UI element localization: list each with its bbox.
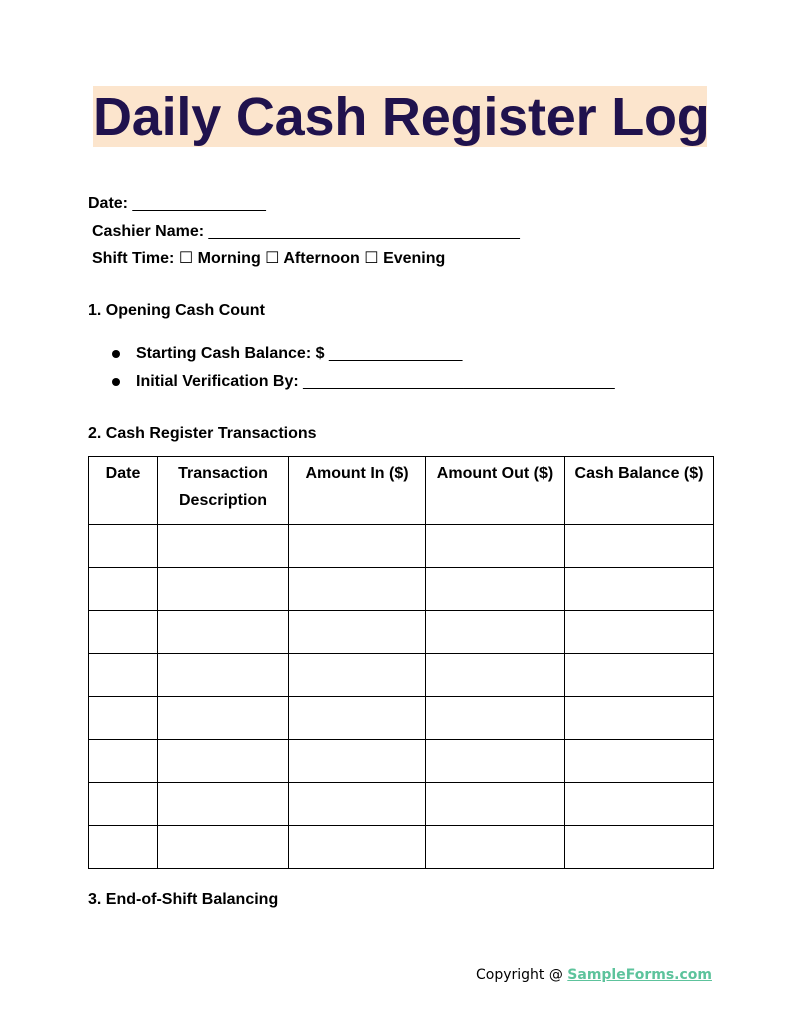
table-cell[interactable]: [565, 826, 714, 869]
table-cell[interactable]: [289, 654, 426, 697]
shift-option-afternoon: Afternoon: [283, 250, 360, 267]
date-blank[interactable]: _______________: [132, 195, 266, 212]
checkbox-afternoon-icon[interactable]: ☐: [265, 250, 280, 267]
starting-cash-balance-label: Starting Cash Balance: $: [136, 345, 325, 362]
table-row: [89, 740, 714, 783]
table-cell[interactable]: [89, 826, 158, 869]
table-row: [89, 568, 714, 611]
table-cell[interactable]: [89, 611, 158, 654]
table-cell[interactable]: [565, 568, 714, 611]
checkbox-evening-icon[interactable]: ☐: [364, 250, 379, 267]
footer-copyright: [476, 967, 712, 983]
table-cell[interactable]: [289, 697, 426, 740]
bullet-icon: [112, 350, 120, 358]
date-field: [88, 194, 266, 214]
column-header-amount-in: Amount In ($): [289, 457, 426, 525]
starting-cash-balance-field: [136, 344, 462, 364]
table-cell[interactable]: [565, 611, 714, 654]
initial-verification-label: Initial Verification By:: [136, 373, 299, 390]
shift-option-evening: Evening: [383, 250, 446, 267]
initial-verification-field: [136, 372, 615, 392]
copyright-text: Copyright @: [475, 967, 563, 983]
table-cell[interactable]: [158, 611, 289, 654]
table-cell[interactable]: [89, 740, 158, 783]
table-cell[interactable]: [565, 654, 714, 697]
table-cell[interactable]: [158, 697, 289, 740]
table-cell[interactable]: [158, 654, 289, 697]
table-row: [89, 783, 714, 826]
table-cell[interactable]: [89, 783, 158, 826]
column-header-cash-balance: Cash Balance ($): [565, 457, 714, 525]
table-cell[interactable]: [426, 826, 565, 869]
table-cell[interactable]: [158, 783, 289, 826]
table-cell[interactable]: [89, 697, 158, 740]
sampleforms-link[interactable]: SampleForms.com: [567, 967, 712, 983]
table-cell[interactable]: [289, 783, 426, 826]
table-cell[interactable]: [426, 525, 565, 568]
table-cell[interactable]: [426, 783, 565, 826]
table-cell[interactable]: [158, 740, 289, 783]
column-header-amount-out: Amount Out ($): [426, 457, 565, 525]
table-row: [89, 611, 714, 654]
table-cell[interactable]: [158, 826, 289, 869]
title-highlight: [93, 86, 710, 147]
table-cell[interactable]: [158, 568, 289, 611]
initial-verification-blank[interactable]: ___________________________________: [303, 373, 615, 390]
table-cell[interactable]: [158, 525, 289, 568]
shift-option-morning: Morning: [197, 250, 261, 267]
table-cell[interactable]: [289, 826, 426, 869]
column-header-description: Transaction Description: [158, 457, 289, 525]
transactions-table: [88, 456, 714, 869]
starting-cash-balance-blank[interactable]: _______________: [328, 345, 463, 362]
table-cell[interactable]: [426, 611, 565, 654]
table-row: [89, 826, 714, 869]
checkbox-morning-icon[interactable]: ☐: [178, 250, 194, 267]
cashier-name-blank[interactable]: ___________________________________: [208, 223, 520, 240]
table-cell[interactable]: [426, 654, 565, 697]
table-row: [89, 654, 714, 697]
table-cell[interactable]: [565, 783, 714, 826]
table-cell[interactable]: [565, 740, 714, 783]
table-cell[interactable]: [565, 525, 714, 568]
table-cell[interactable]: [89, 654, 158, 697]
cashier-name-label: Cashier Name:: [92, 223, 205, 240]
table-row: [89, 525, 714, 568]
section-heading-opening-cash: 1. Opening Cash Count: [88, 302, 265, 319]
table-cell[interactable]: [89, 525, 158, 568]
column-header-date: Date: [89, 457, 158, 525]
table-row: [89, 697, 714, 740]
cashier-name-field: [92, 222, 520, 242]
table-cell[interactable]: [89, 568, 158, 611]
table-cell[interactable]: [289, 568, 426, 611]
bullet-icon: [112, 378, 120, 386]
shift-time-field: [92, 249, 445, 269]
table-cell[interactable]: [289, 525, 426, 568]
table-cell[interactable]: [426, 740, 565, 783]
table-header-row: [89, 457, 714, 525]
table-cell[interactable]: [426, 697, 565, 740]
table-cell[interactable]: [565, 697, 714, 740]
table-cell[interactable]: [426, 568, 565, 611]
page-title: Daily Cash Register Log: [93, 87, 710, 147]
section-heading-end-of-shift: 3. End-of-Shift Balancing: [88, 891, 279, 908]
table-cell[interactable]: [289, 740, 426, 783]
date-label: Date:: [88, 195, 129, 212]
section-heading-transactions: 2. Cash Register Transactions: [88, 425, 317, 442]
shift-time-label: Shift Time:: [92, 250, 175, 267]
table-cell[interactable]: [289, 611, 426, 654]
